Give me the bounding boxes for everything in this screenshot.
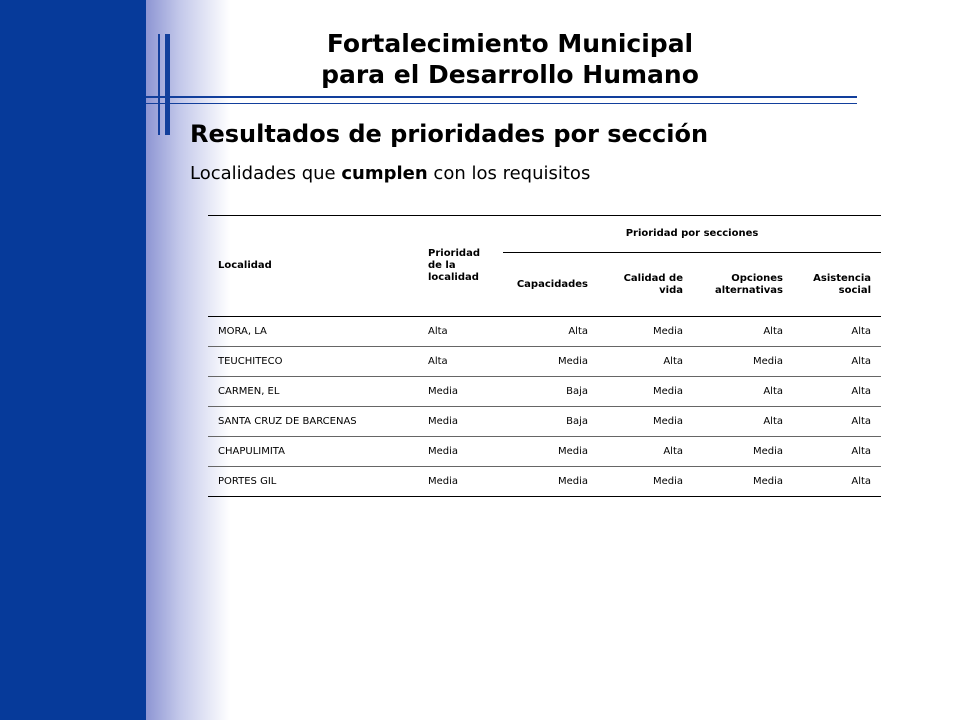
page-title xyxy=(270,28,750,90)
cell-prioridad: Alta xyxy=(418,317,503,347)
cell-opciones: Media xyxy=(693,467,793,497)
decorative-sidebar xyxy=(0,0,146,720)
cell-capacidades: Media xyxy=(503,467,598,497)
decorative-vertical-line-thick xyxy=(165,34,170,135)
page-title-line1: Fortalecimiento Municipal xyxy=(326,29,694,58)
cell-localidad: SANTA CRUZ DE BARCENAS xyxy=(208,407,418,437)
cell-opciones: Alta xyxy=(693,317,793,347)
cell-localidad: MORA, LA xyxy=(208,317,418,347)
section-subheading xyxy=(190,163,590,184)
subheading-pre: Localidades que xyxy=(190,163,336,184)
cell-asistencia: Alta xyxy=(793,467,881,497)
cell-capacidades: Media xyxy=(503,347,598,377)
table-row xyxy=(208,407,881,437)
table-row xyxy=(208,437,881,467)
cell-capacidades: Alta xyxy=(503,317,598,347)
cell-prioridad: Media xyxy=(418,437,503,467)
decorative-horizontal-line-thin xyxy=(146,103,857,104)
cell-asistencia: Alta xyxy=(793,437,881,467)
cell-prioridad: Media xyxy=(418,467,503,497)
header-capacidades: Capacidades xyxy=(503,253,598,317)
cell-prioridad: Media xyxy=(418,407,503,437)
header-prioridad-secciones: Prioridad por secciones xyxy=(503,216,881,253)
header-prioridad-localidad: Prioridad de la localidad xyxy=(418,216,503,317)
cell-calidad: Media xyxy=(598,467,693,497)
header-opciones: Opciones alternativas xyxy=(693,253,793,317)
subheading-bold: cumplen xyxy=(341,163,428,184)
cell-asistencia: Alta xyxy=(793,347,881,377)
decorative-vertical-line xyxy=(158,34,160,135)
header-calidad-vida: Calidad de vida xyxy=(598,253,693,317)
cell-asistencia: Alta xyxy=(793,407,881,437)
header-localidad: Localidad xyxy=(208,216,418,317)
cell-opciones: Alta xyxy=(693,407,793,437)
cell-capacidades: Baja xyxy=(503,377,598,407)
cell-prioridad: Media xyxy=(418,377,503,407)
cell-localidad: CARMEN, EL xyxy=(208,377,418,407)
table-row xyxy=(208,377,881,407)
table-row xyxy=(208,347,881,377)
cell-calidad: Alta xyxy=(598,437,693,467)
table-row xyxy=(208,467,881,497)
cell-capacidades: Baja xyxy=(503,407,598,437)
cell-opciones: Alta xyxy=(693,377,793,407)
cell-prioridad: Alta xyxy=(418,347,503,377)
cell-opciones: Media xyxy=(693,437,793,467)
header-asistencia: Asistencia social xyxy=(793,253,881,317)
priority-table xyxy=(208,215,881,497)
cell-opciones: Media xyxy=(693,347,793,377)
table-row xyxy=(208,317,881,347)
cell-localidad: CHAPULIMITA xyxy=(208,437,418,467)
cell-capacidades: Media xyxy=(503,437,598,467)
cell-calidad: Media xyxy=(598,317,693,347)
decorative-horizontal-line xyxy=(146,96,857,98)
cell-localidad: TEUCHITECO xyxy=(208,347,418,377)
subheading-post: con los requisitos xyxy=(433,163,591,184)
cell-localidad: PORTES GIL xyxy=(208,467,418,497)
cell-calidad: Media xyxy=(598,377,693,407)
page-title-line2: para el Desarrollo Humano xyxy=(321,60,699,89)
section-heading: Resultados de prioridades por sección xyxy=(190,120,709,148)
cell-calidad: Media xyxy=(598,407,693,437)
cell-calidad: Alta xyxy=(598,347,693,377)
cell-asistencia: Alta xyxy=(793,317,881,347)
cell-asistencia: Alta xyxy=(793,377,881,407)
